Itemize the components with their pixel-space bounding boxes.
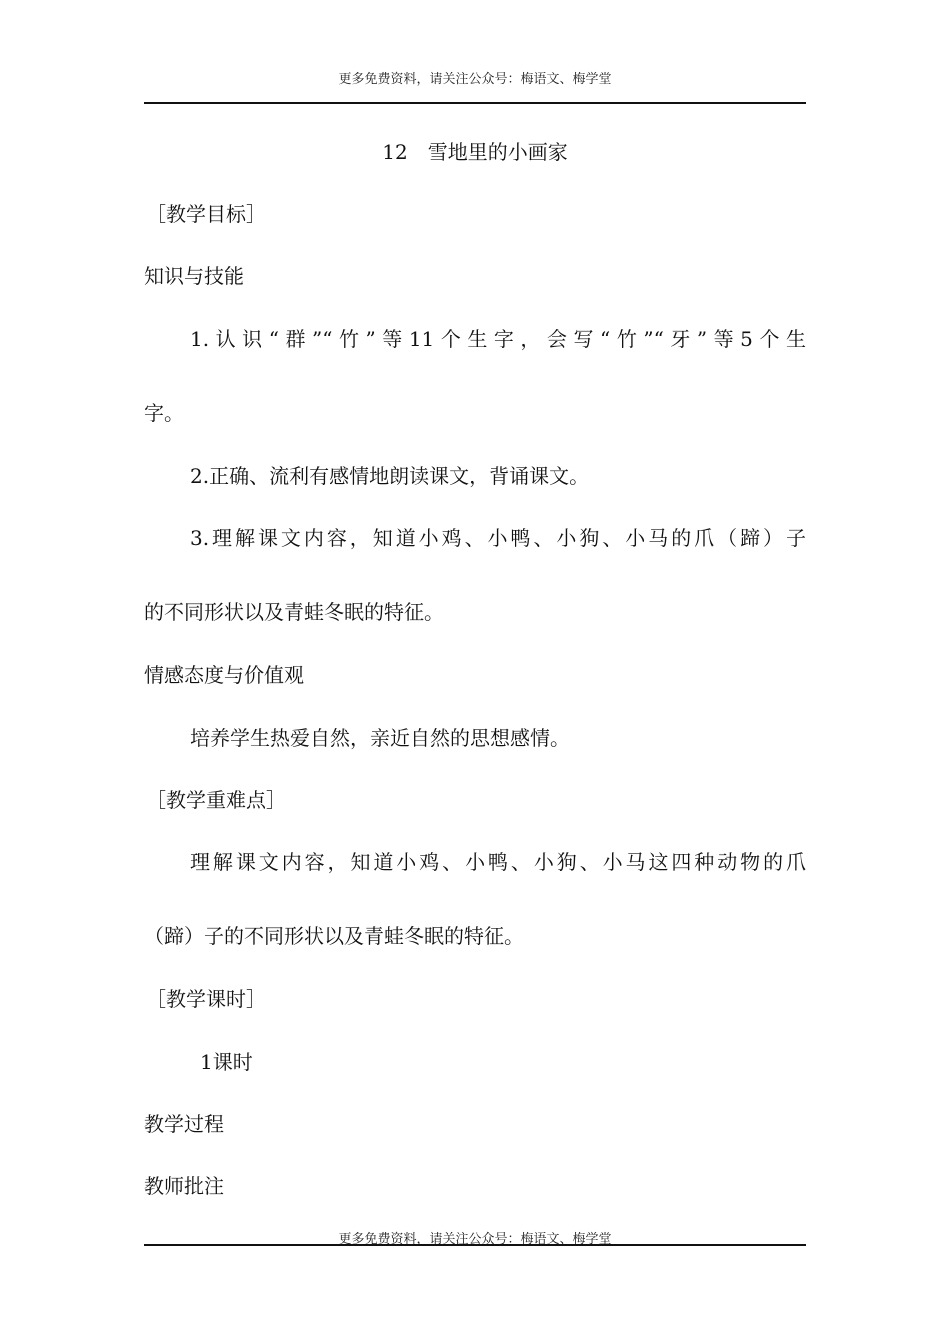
key-points-line-2: （蹄）子的不同形状以及青蛙冬眠的特征。	[144, 924, 524, 948]
hours-heading: ［教学课时］	[146, 987, 266, 1011]
goal-item-1-line-1: 1.认识“群”“竹”等11个生字，会写“竹”“牙”等5个生	[190, 327, 806, 351]
goal-item-1-line-2: 字。	[144, 401, 184, 425]
goal-item-3-line-1: 3.理解课文内容，知道小鸡、小鸭、小狗、小马的爪（蹄）子	[190, 526, 806, 550]
notes-heading: 教师批注	[144, 1174, 224, 1198]
key-points-line-1: 理解课文内容，知道小鸡、小鸭、小狗、小马这四种动物的爪	[190, 850, 806, 874]
page-header: 更多免费资料，请关注公众号：梅语文、梅学堂	[338, 72, 612, 87]
footer-rule	[144, 1244, 806, 1246]
goal-item-3-line-2: 的不同形状以及青蛙冬眠的特征。	[144, 600, 444, 624]
knowledge-heading: 知识与技能	[144, 264, 244, 288]
hours-text: 1课时	[200, 1050, 253, 1074]
emotion-text: 培养学生热爱自然，亲近自然的思想感情。	[190, 726, 570, 750]
goal-item-2: 2.正确、流利有感情地朗读课文，背诵课文。	[190, 464, 590, 488]
header-rule	[144, 102, 806, 104]
goals-heading: ［教学目标］	[146, 202, 266, 226]
emotion-heading: 情感态度与价值观	[144, 663, 304, 687]
process-heading: 教学过程	[144, 1112, 224, 1136]
key-points-heading: ［教学重难点］	[146, 788, 286, 812]
page-footer: 更多免费资料，请关注公众号：梅语文、梅学堂	[338, 1232, 612, 1247]
lesson-title: 12 雪地里的小画家	[382, 140, 568, 164]
